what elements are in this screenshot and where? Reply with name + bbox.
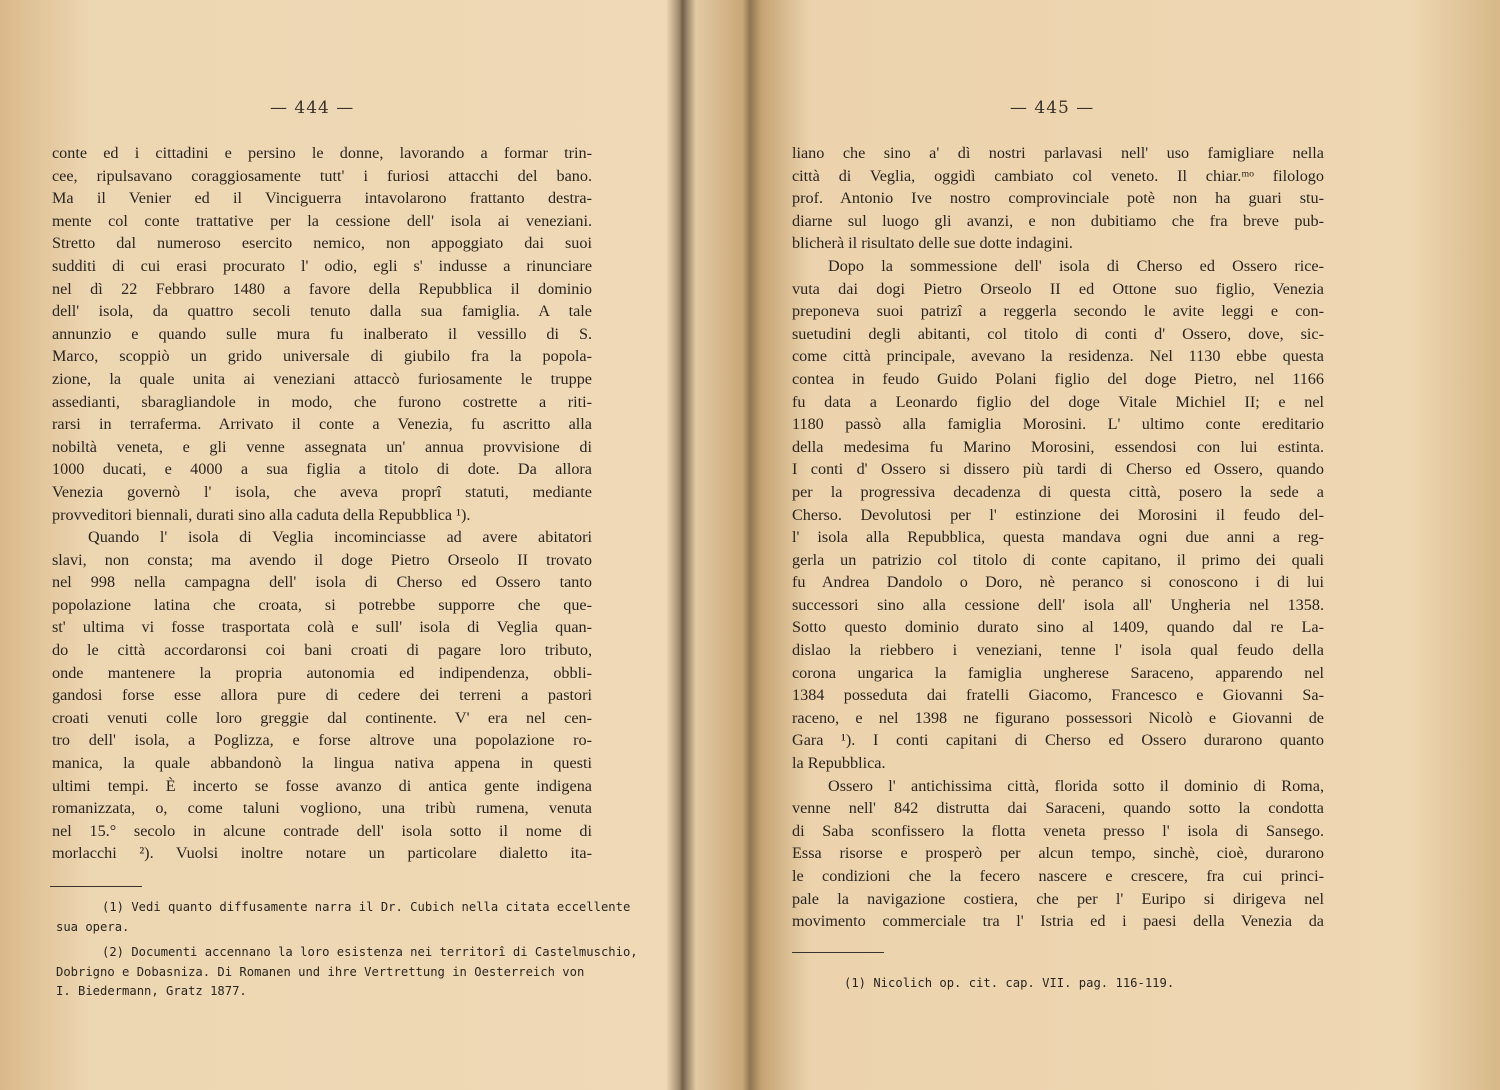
text-line: suetudini degli abitanti, col titolo di conti d' Ossero, dove, sic- [792, 324, 1324, 343]
footnote-rule [50, 886, 142, 887]
text-line: Cherso. Devolutosi per l' estinzione dei Morosini il feudo del- [792, 505, 1324, 524]
text-line: rarsi in terraferma. Arrivato il conte a Venezia, fu ascritto alla [52, 415, 592, 434]
text-line: do le città accordaronsi coi bani croati di pagare loro tributo, [52, 641, 592, 660]
text-line: croati venuti colle loro greggie dal continente. V' era nel cen- [52, 708, 592, 727]
text-line: nobiltà veneta, e gli venne assegnata un' annua provvisione di [52, 437, 592, 456]
text-line: fu data a Leonardo figlio del doge Vitale Michiel II; e nel [792, 392, 1324, 411]
text-line: gerla un patrizio col titolo di conte capitano, il primo dei quali [792, 550, 1324, 569]
page-number: — 445 — [1010, 98, 1095, 118]
text-line: fu Andrea Dandolo o Doro, nè peranco si conoscono i di lui [792, 573, 1324, 592]
footnote: Dobrigno e Dobasniza. Di Romanen und ihre Vertrettung in Oesterreich von [56, 964, 585, 979]
text-line: nel 998 nella campagna dell' isola di Cherso ed Ossero tanto [52, 573, 592, 592]
text-line: Ma il Venier ed il Vinciguerra intavolarono frattanto destra- [52, 189, 592, 208]
text-line: diarne sul luogo gli avanzi, e non dubitiamo che fra breve pub- [792, 211, 1324, 230]
text-line: mente col conte trattative per la cessione dell' isola ai veneziani. [52, 211, 592, 230]
text-line: slavi, non consta; ma avendo il doge Pietro Orseolo II trovato [52, 550, 592, 569]
text-line: l' isola alla Repubblica, questa mandava ogni due anni a reg- [792, 528, 1324, 547]
text-line: tro dell' isola, a Poglizza, e forse altrove una popolazione ro- [52, 731, 592, 750]
text-line: corona ungarica la famiglia ungherese Saraceno, apparendo nel [792, 663, 1324, 682]
text-line: Essa risorse e prosperò per alcun tempo, sinchè, cioè, durarono [792, 844, 1324, 863]
text-line: vuta dai dogi Pietro Orseolo II ed Ottone suo figlio, Venezia [792, 279, 1324, 298]
text-line: città di Veglia, oggidì cambiato col veneto. Il chiar.ᵐᵒ filologo [792, 166, 1324, 185]
text-line: liano che sino a' dì nostri parlavasi nell' uso famigliare nella [792, 144, 1324, 162]
text-line: come città principale, avevano la residenza. Nel 1130 ebbe questa [792, 347, 1324, 366]
text-line: gandosi forse esse allora pure di cedere dei terreni a pastori [52, 686, 592, 705]
text-line: 1180 passò alla famiglia Morosini. L' ultimo conte ereditario [792, 415, 1324, 434]
text-line: Quando l' isola di Veglia incominciasse ad avere abitatori [88, 528, 592, 547]
text-line: la Repubblica. [792, 754, 886, 773]
body-text [52, 142, 592, 865]
text-line: 1384 posseduta dai fratelli Giacomo, Francesco e Giovanni Sa- [792, 686, 1324, 705]
footnote: (2) Documenti accennano la loro esistenza nei territorî di Castelmuschio, [102, 945, 638, 959]
text-line: conte ed i cittadini e persino le donne, lavorando a formar trin- [52, 144, 592, 162]
text-line: Venezia governò l' isola, che aveva proprî statuti, mediante [52, 482, 592, 501]
left-page [0, 0, 668, 1090]
text-line: popolazione latina che croata, si potrebbe supporre che que- [52, 595, 592, 614]
text-line: Dopo la sommessione dell' isola di Cherso ed Ossero rice- [828, 256, 1324, 275]
text-line: sudditi di cui erasi procurato l' odio, egli s' indusse a rinunciare [52, 256, 592, 275]
text-line: morlacchi ²). Vuolsi inoltre notare un particolare dialetto ita- [52, 844, 592, 863]
text-line: dell' isola, da quattro secoli tenuto dalla sua famiglia. A tale [52, 302, 592, 321]
text-line: provveditori biennali, durati sino alla caduta della Repubblica ¹). [52, 505, 471, 524]
text-line: le condizioni che la fecero nascere e crescere, fra cui princi- [792, 867, 1324, 885]
text-line: blicherà il risultato delle sue dotte indagini. [792, 234, 1073, 253]
text-line: nel dì 22 Febbraro 1480 a favore della Repubblica il dominio [52, 279, 592, 298]
footnote-rule [792, 952, 884, 953]
text-line: contea in feudo Guido Polani figlio del doge Pietro, nel 1166 [792, 369, 1324, 388]
footnotes [844, 974, 1324, 994]
footnote: I. Biedermann, Gratz 1877. [56, 984, 247, 998]
text-line: assedianti, sbaragliandole in modo, che furono costrette a riti- [52, 392, 592, 411]
text-line: preponeva suoi patrizî a reggerla secondo le avite leggi e con- [792, 302, 1324, 321]
text-line: movimento commerciale tra l' Istria ed i paesi della Venezia da [792, 912, 1324, 931]
text-line: I conti d' Ossero si dissero più tardi di Cherso ed Ossero, quando [792, 460, 1324, 479]
right-page [680, 0, 1500, 1090]
text-line: Stretto dal numeroso esercito nemico, non appoggiato dai suoi [52, 234, 592, 253]
text-line: di Saba sconfissero la flotta veneta presso l' isola di Sansego. [792, 821, 1324, 840]
text-line: raceno, e nel 1398 ne figurano possessori Nicolò e Giovanni de [792, 708, 1324, 727]
text-line: ultimi tempi. È incerto se fosse avanzo di antica gente indigena [52, 776, 592, 795]
text-line: per la progressiva decadenza di questa città, posero la sede a [792, 482, 1324, 501]
text-line: Sotto questo dominio durato sino al 1409, quando dal re La- [792, 618, 1324, 637]
text-line: romanizzata, o, come taluni vogliono, una tribù rumena, venuta [52, 799, 592, 818]
text-line: prof. Antonio Ive nostro comprovinciale potè non ha guari stu- [792, 189, 1324, 208]
text-line: 1000 ducati, e 4000 a sua figlia a titolo di dote. Da allora [52, 460, 592, 479]
text-line: venne nell' 842 distrutta dai Saraceni, quando sotto la condotta [792, 799, 1324, 818]
footnotes [56, 898, 638, 1002]
text-line: manica, la quale abbandonò la lingua nativa appena in questi [52, 754, 592, 773]
footnote: (1) Vedi quanto diffusamente narra il Dr. Cubich nella citata eccellente [102, 900, 631, 914]
page-number: — 444 — [270, 98, 355, 118]
text-line: pale la navigazione costiera, che per l' Euripo si dirigeva nel [792, 889, 1324, 908]
text-line: della medesima fu Marino Morosini, essendosi con lui estinta. [792, 437, 1324, 456]
text-line: annunzio e quando sulle mura fu inalberato il vessillo di S. [52, 324, 592, 343]
text-line: Gara ¹). I conti capitani di Cherso ed Ossero durarono quanto [792, 731, 1324, 750]
text-line: zione, la quale unita ai veneziani attaccò furiosamente le truppe [52, 369, 592, 388]
footnote: (1) Nicolich op. cit. cap. VII. pag. 116-119. [844, 976, 1175, 990]
footnote: sua opera. [56, 919, 130, 934]
text-line: st' ultima vi fosse trasportata colà e sull' isola di Veglia quan- [52, 618, 592, 637]
text-line: dislao la riebbero i veneziani, tenne l' isola qual feudo della [792, 641, 1324, 660]
text-line: cee, ripulsavano coraggiosamente tutt' i furiosi attacchi del bano. [52, 166, 592, 185]
text-line: onde mantenere la propria autonomia ed indipendenza, obbli- [52, 663, 592, 682]
text-line: successori sino alla cessione dell' isola all' Ungheria nel 1358. [792, 595, 1324, 614]
body-text [792, 142, 1324, 933]
text-line: Marco, scoppiò un grido universale di giubilo fra la popola- [52, 347, 592, 366]
text-line: nel 15.° secolo in alcune contrade dell' isola sotto il nome di [52, 821, 592, 840]
text-line: Ossero l' antichissima città, florida sotto il dominio di Roma, [828, 776, 1324, 795]
